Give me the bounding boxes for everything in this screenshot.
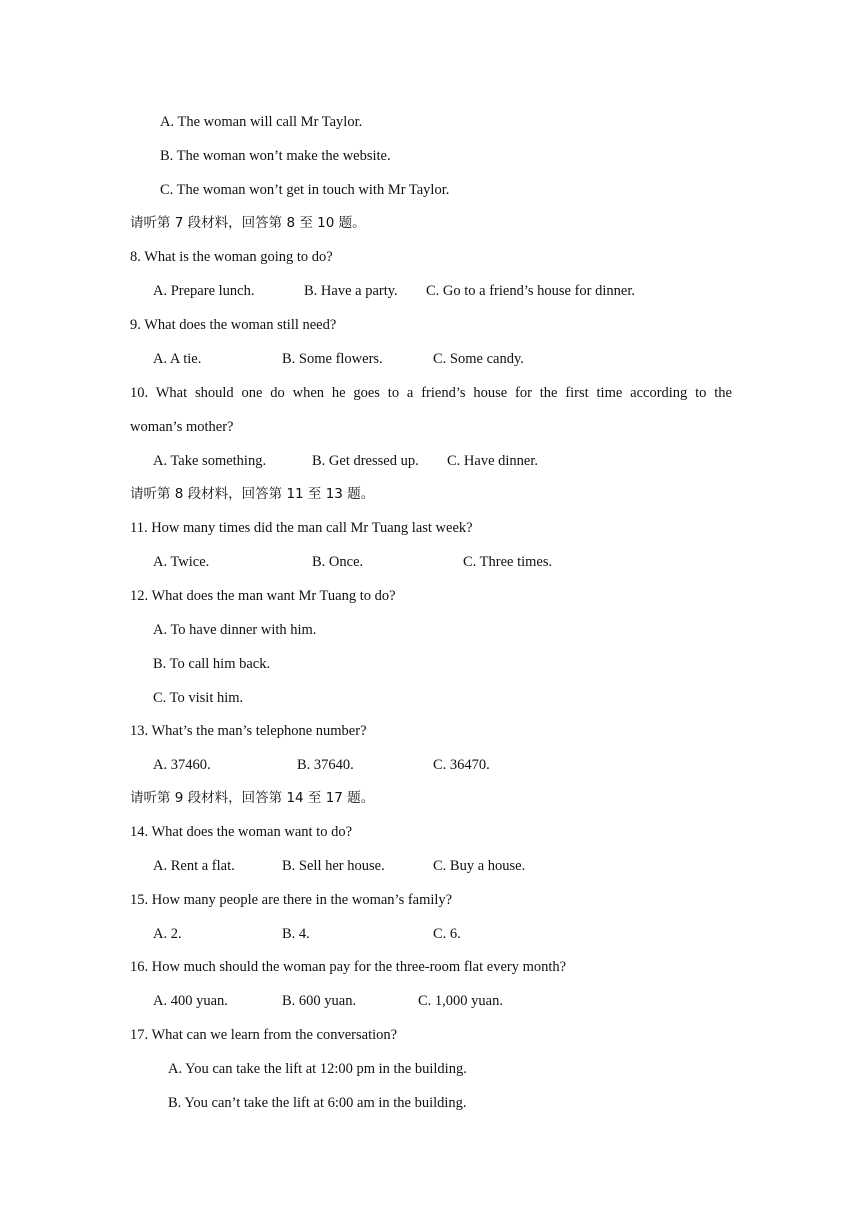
q17-option-a: A. You can take the lift at 12:00 pm in the building.	[168, 1061, 467, 1077]
q9-option-c: C. Some candy.	[433, 351, 524, 367]
q13-stem: 13. What’s the man’s telephone number?	[130, 723, 367, 739]
q14-stem: 14. What does the woman want to do?	[130, 824, 353, 840]
q11-stem: 11. How many times did the man call Mr Tuang last week?	[130, 520, 473, 536]
q11-option-a: A. Twice.	[153, 554, 210, 570]
q11-option-c: C. Three times.	[463, 554, 553, 570]
q15-option-a: A. 2.	[153, 926, 182, 942]
q7-option-a: A. The woman will call Mr Taylor.	[160, 114, 363, 130]
q14-option-a: A. Rent a flat.	[153, 858, 235, 874]
q11-option-b: B. Once.	[312, 554, 364, 570]
q8-stem: 8. What is the woman going to do?	[130, 249, 333, 265]
q9-option-a: A. A tie.	[153, 351, 202, 367]
q17-option-b: B. You can’t take the lift at 6:00 am in the building.	[168, 1095, 467, 1111]
q7-option-b: B. The woman won’t make the website.	[160, 148, 391, 164]
q10-option-a: A. Take something.	[153, 453, 267, 469]
q17-stem: 17. What can we learn from the conversation?	[130, 1027, 398, 1043]
q12-option-a: A. To have dinner with him.	[153, 622, 317, 638]
q10-option-b: B. Get dressed up.	[312, 453, 419, 469]
q12-stem: 12. What does the man want Mr Tuang to do?	[130, 588, 396, 604]
q12-option-b: B. To call him back.	[153, 656, 271, 672]
q8-option-a: A. Prepare lunch.	[153, 283, 255, 299]
q10-stem-line2: woman’s mother?	[130, 419, 234, 435]
section-heading-8: 请听第 8 段材料，回答第 11 至 13 题。	[130, 486, 375, 502]
q15-option-b: B. 4.	[282, 926, 310, 942]
q10-option-c: C. Have dinner.	[447, 453, 539, 469]
q14-option-c: C. Buy a house.	[433, 858, 526, 874]
q13-option-a: A. 37460.	[153, 757, 211, 773]
q16-stem: 16. How much should the woman pay for the three-room flat every month?	[130, 959, 567, 975]
q7-option-c: C. The woman won’t get in touch with Mr Taylor.	[160, 182, 450, 198]
section-heading-7: 请听第 7 段材料，回答第 8 至 10 题。	[130, 215, 366, 231]
q8-option-b: B. Have a party.	[304, 283, 398, 299]
q13-option-b: B. 37640.	[297, 757, 354, 773]
q16-option-c: C. 1,000 yuan.	[418, 993, 503, 1009]
q15-stem: 15. How many people are there in the woman’s family?	[130, 892, 453, 908]
section-heading-9: 请听第 9 段材料，回答第 14 至 17 题。	[130, 790, 375, 806]
q13-option-c: C. 36470.	[433, 757, 490, 773]
q12-option-c: C. To visit him.	[153, 690, 244, 706]
q14-option-b: B. Sell her house.	[282, 858, 385, 874]
q8-option-c: C. Go to a friend’s house for dinner.	[426, 283, 636, 299]
q16-option-a: A. 400 yuan.	[153, 993, 228, 1009]
q9-option-b: B. Some flowers.	[282, 351, 383, 367]
q9-stem: 9. What does the woman still need?	[130, 317, 337, 333]
q10-stem-line1: 10. What should one do when he goes to a friend’s house for the first time according to the	[130, 385, 732, 401]
q16-option-b: B. 600 yuan.	[282, 993, 357, 1009]
q15-option-c: C. 6.	[433, 926, 461, 942]
